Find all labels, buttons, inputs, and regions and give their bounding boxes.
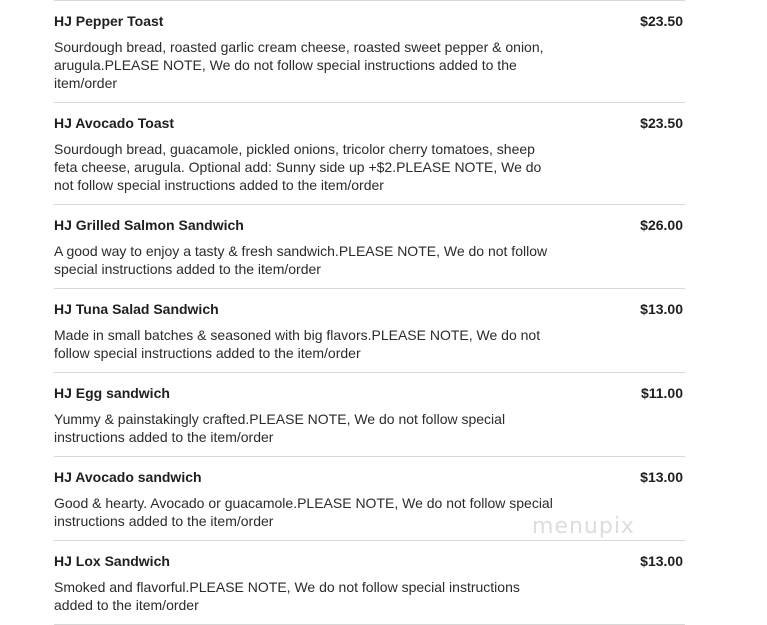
item-price: $23.50 [640,13,683,29]
item-description: Made in small batches & seasoned with big flavors.PLEASE NOTE, We do not follow special instructions added to the item/order [54,327,541,361]
menu-item-avocado-toast[interactable] [54,103,685,205]
item-name: HJ Pepper Toast [54,13,164,29]
item-description: Smoked and flavorful.PLEASE NOTE, We do not follow special instructions added to the item/order [54,579,520,613]
menu-item-egg-sandwich[interactable] [54,373,685,457]
item-name: HJ Avocado sandwich [54,469,202,485]
item-description: Good & hearty. Avocado or guacamole.PLEASE NOTE, We do not follow special instructions added to the item/order [54,495,553,529]
item-description: A good way to enjoy a tasty & fresh sandwich.PLEASE NOTE, We do not follow special instructions added to the item/order [54,243,548,277]
menu-item-grilled-salmon-sandwich[interactable] [54,205,685,289]
item-price: $11.00 [640,385,683,401]
watermark-logo: menupix [532,514,635,539]
item-description: Sourdough bread, guacamole, pickled onions, tricolor cherry tomatoes, sheep feta cheese, arugula. Optional add: Sunny side up +$2.PLEASE NOTE, We do not follow special instructions added to the item/order [54,141,542,193]
item-name: HJ Tuna Salad Sandwich [54,301,219,317]
item-price: $13.00 [640,469,683,485]
item-name: HJ Avocado Toast [54,115,175,131]
item-name: HJ Grilled Salmon Sandwich [54,217,244,233]
item-price: $13.00 [640,301,683,317]
item-name: HJ Lox Sandwich [54,553,170,569]
item-name: HJ Egg sandwich [54,385,170,401]
menu-item-tuna-salad-sandwich[interactable] [54,289,685,373]
item-price: $13.00 [640,553,683,569]
item-price: $26.00 [640,217,683,233]
menu-list [54,0,685,625]
item-price: $23.50 [640,115,683,131]
menu-item-avocado-sandwich[interactable] [54,457,685,541]
item-description: Sourdough bread, roasted garlic cream cheese, roasted sweet pepper & onion, arugula.PLEASE NOTE, We do not follow special instructions added to the item/order [54,39,544,91]
menu-item-pepper-toast[interactable] [54,1,685,103]
menu-item-lox-sandwich[interactable] [54,541,685,625]
item-description: Yummy & painstakingly crafted.PLEASE NOTE, We do not follow special instructions added to the item/order [54,411,506,445]
